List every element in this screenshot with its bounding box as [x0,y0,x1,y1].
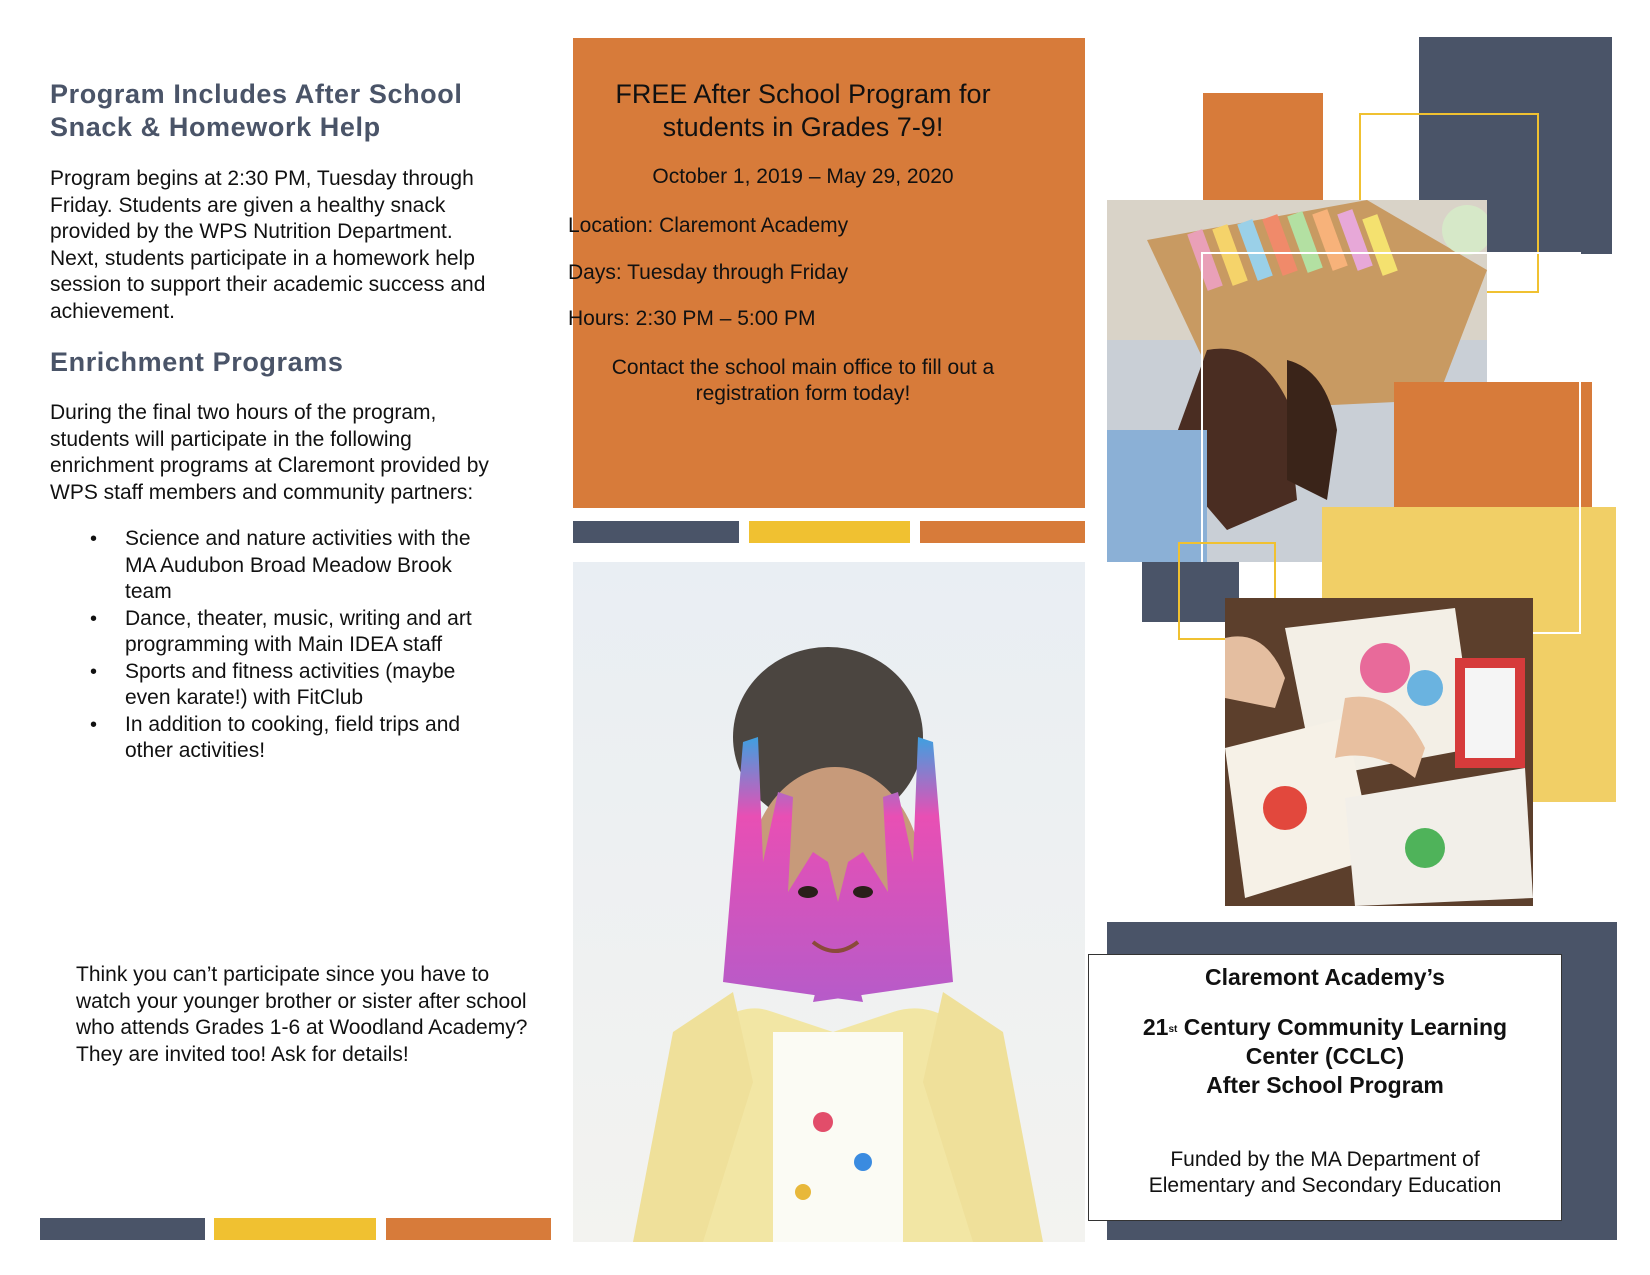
title-num: 21 [1142,1014,1169,1040]
footer-bar-orange [386,1218,551,1240]
list-item: • Science and nature activities with the MA Audubon Broad Meadow Brook team [50,526,500,606]
list-item: • Dance, theater, music, writing and art programming with Main IDEA staff [50,606,500,659]
info-hours: Hours: 2:30 PM – 5:00 PM [568,307,816,330]
divider-bar-gold [749,521,910,543]
footer-bar-gold [214,1218,376,1240]
enrichment-list [50,526,500,765]
info-box [568,38,1085,508]
deco-orange-small [1203,93,1323,201]
list-item: • In addition to cooking, field trips and other activities! [50,712,500,765]
title-sup: st [1168,1024,1178,1035]
divider-bar-navy [573,521,739,543]
info-days: Days: Tuesday through Friday [568,261,849,284]
funding-note: Funded by the MA Department of Elementary and Secondary Education [1148,1148,1502,1197]
title-rest: Century Community Learning [1177,1014,1508,1040]
list-item: • Sports and fitness activities (maybe even karate!) with FitClub [50,659,500,712]
info-contact: Contact the school main office to fill out a registration form today! [611,356,995,405]
child-painted-hands-photo [573,562,1085,1242]
paragraph-siblings: Think you can’t participate since you have to watch your younger brother or sister after school who attends Grades 1-6 at Woodland Academy? They are invited too! Ask for details! [76,963,528,1066]
program-title-line1 [1089,1013,1561,1042]
footer-bar-navy [40,1218,205,1240]
title-box [1088,954,1562,1221]
paragraph-program-begins: Program begins at 2:30 PM, Tuesday through Friday. Students are given a healthy snack provided by the WPS Nutrition Department. Next, students participate in a homework help session to support their academic success and achievement. [50,167,486,323]
info-location: Location: Claremont Academy [568,214,849,237]
kids-coloring-photo [1225,598,1533,906]
paragraph-enrichment-intro: During the final two hours of the program, students will participate in the following enrichment programs at Claremont provided by WPS staff members and community partners: [50,401,489,504]
heading-program-includes: Program Includes After School Snack & Homework Help [50,79,463,142]
info-title: FREE After School Program for students in Grades 7-9! [615,79,991,142]
program-title-line3: After School Program [1206,1072,1444,1098]
info-dates: October 1, 2019 – May 29, 2020 [652,165,954,188]
program-title-line2: Center (CCLC) [1245,1043,1405,1069]
divider-bar-orange [920,521,1085,543]
heading-enrichment: Enrichment Programs [50,347,344,377]
school-name: Claremont Academy’s [1205,964,1445,990]
left-column [50,78,490,765]
